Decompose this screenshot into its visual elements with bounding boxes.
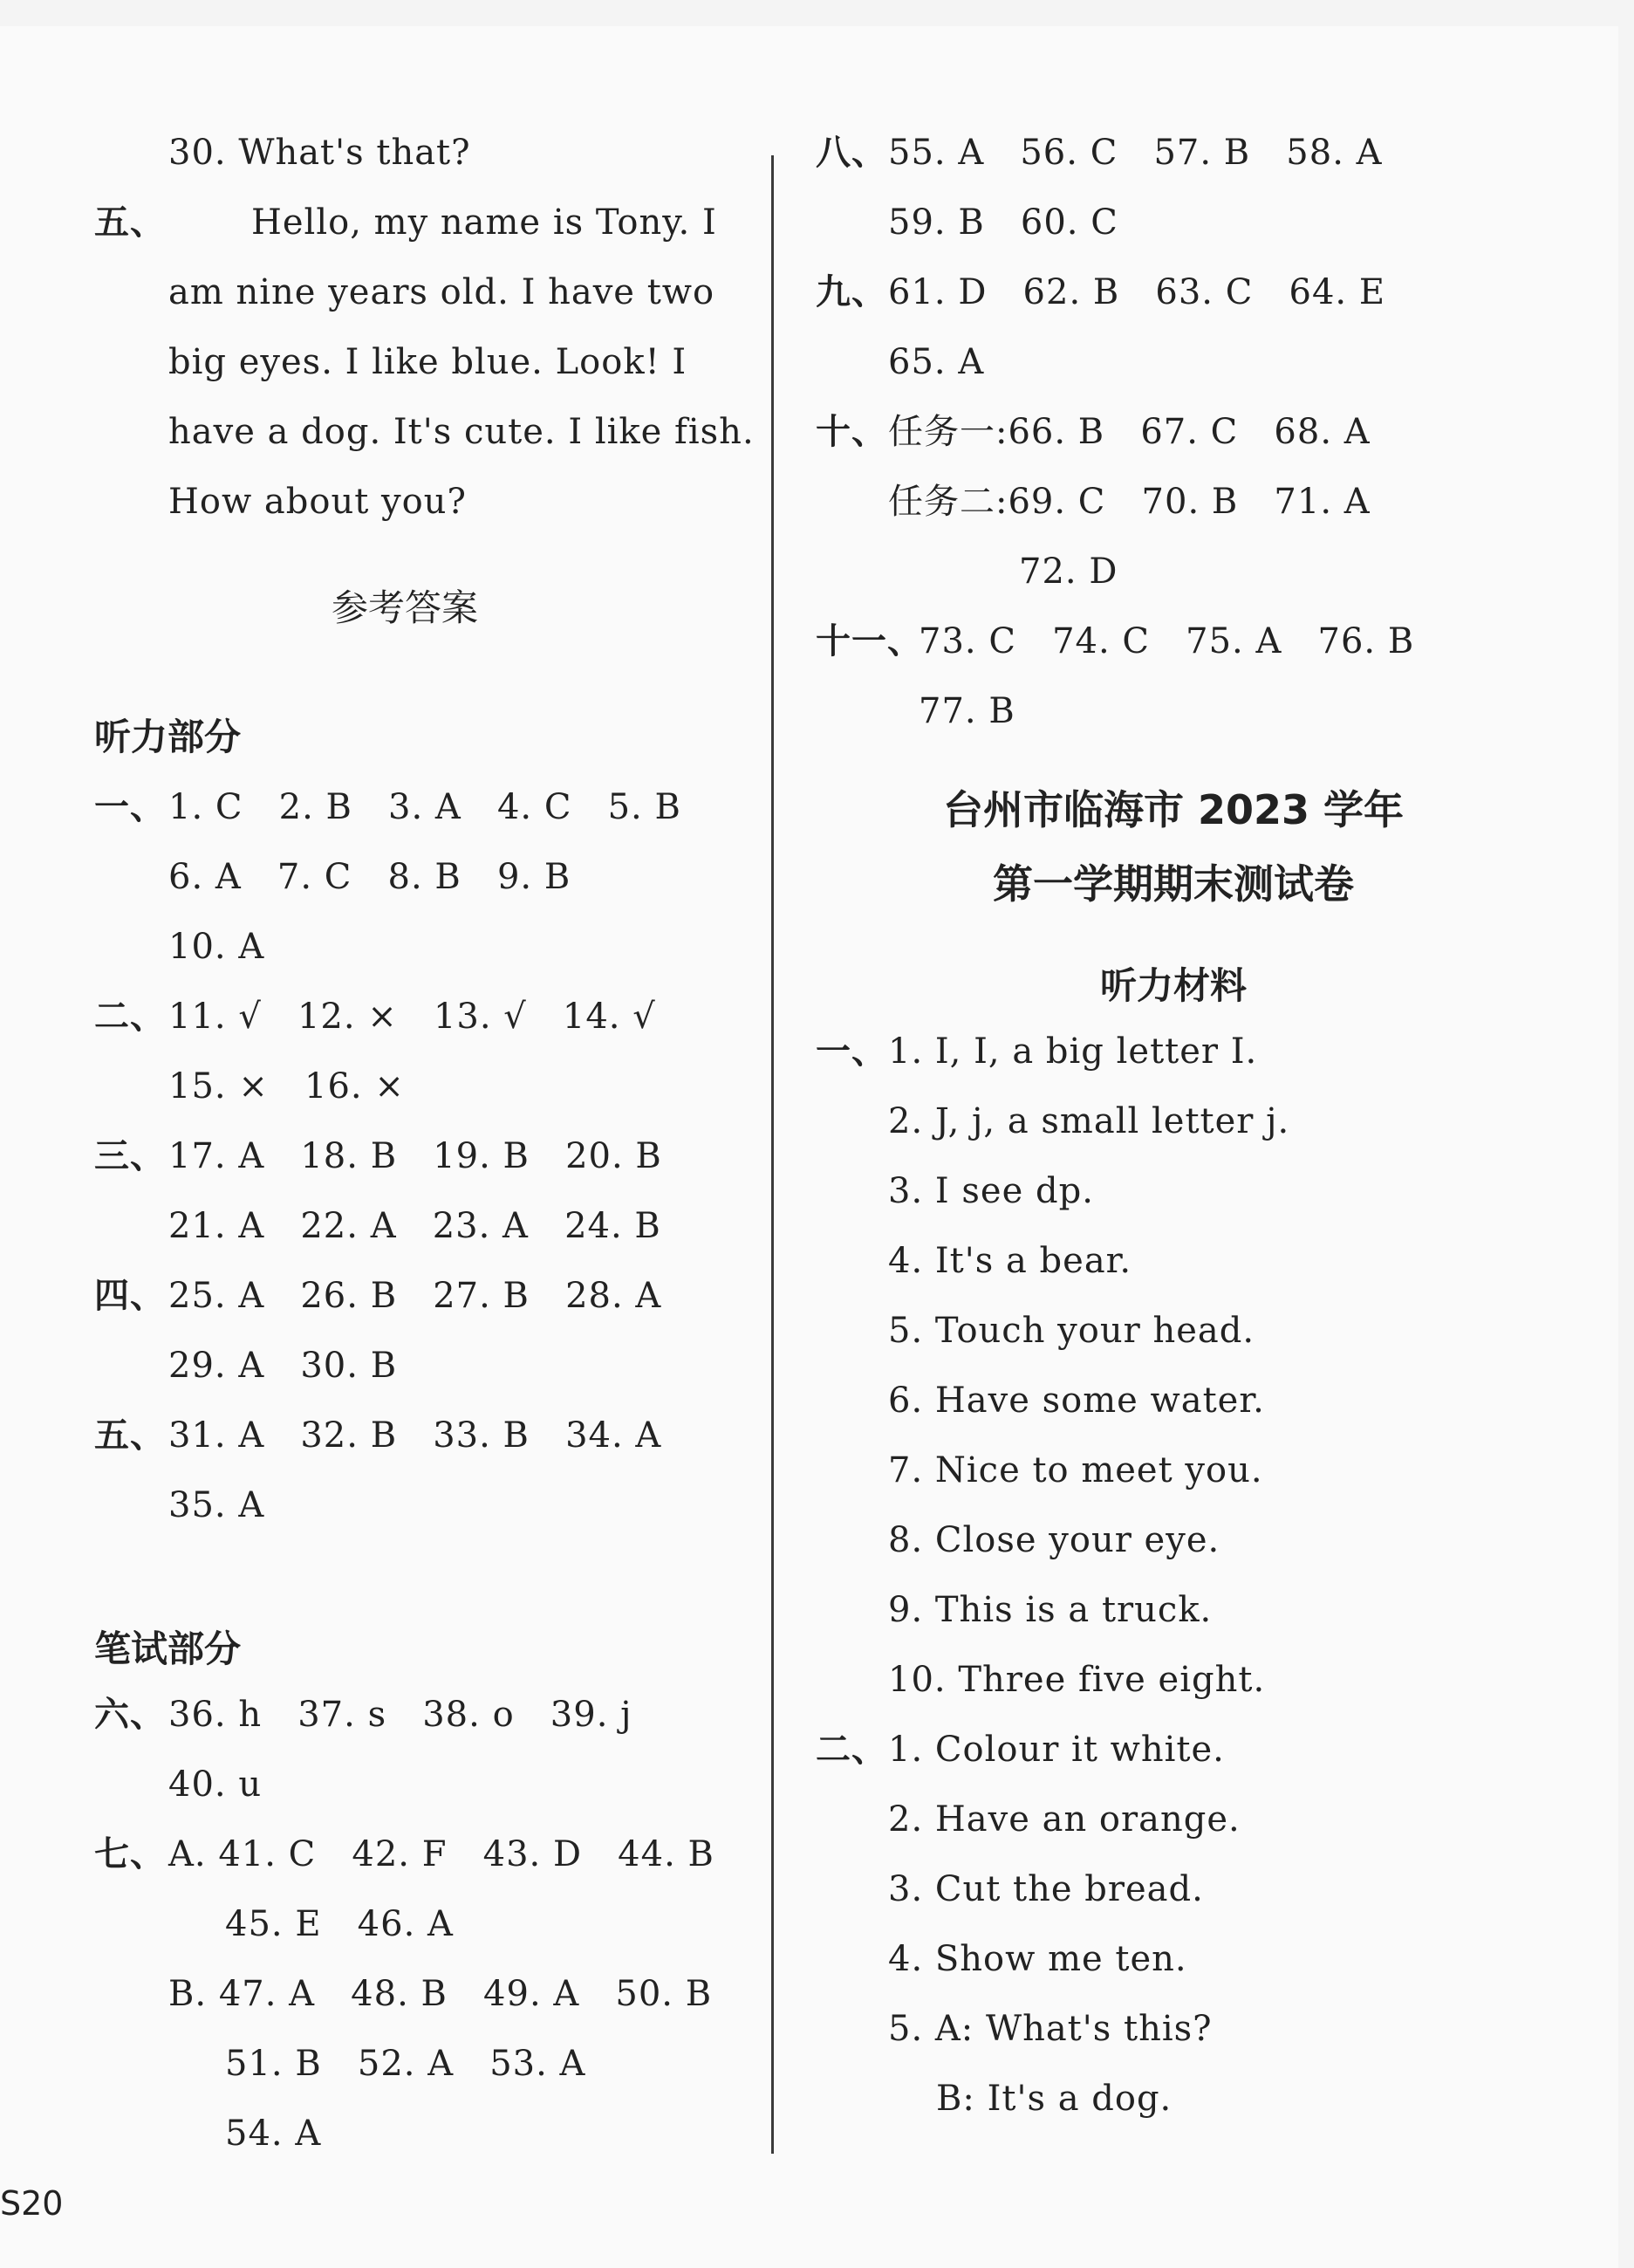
section-marker: 一、	[816, 1031, 887, 1072]
listening-heading: 听力部分	[94, 716, 242, 758]
answer-line: 55. A 56. C 57. B 58. A	[888, 133, 1383, 173]
answer-line: 29. A 30. B	[168, 1346, 398, 1386]
material-line: 1. Colour it white.	[888, 1730, 1225, 1770]
document-page	[0, 26, 1618, 2268]
material-heading: 听力材料	[1099, 964, 1247, 1007]
material-line: 4. Show me ten.	[888, 1939, 1187, 1979]
section-marker: 二、	[94, 996, 166, 1037]
answer-line: 65. A	[888, 342, 985, 382]
material-line: 5. Touch your head.	[888, 1311, 1255, 1351]
answer-line: 15. × 16. ×	[168, 1066, 405, 1107]
material-line: 6. Have some water.	[888, 1381, 1265, 1421]
answer-line: B. 47. A 48. B 49. A 50. B	[168, 1974, 713, 2014]
answer-line: 61. D 62. B 63. C 64. E	[888, 272, 1386, 312]
material-line: 5. A: What's this?	[888, 2009, 1213, 2049]
material-line: 9. This is a truck.	[888, 1590, 1213, 1630]
section-marker: 四、	[94, 1275, 166, 1316]
material-line: 1. I, I, a big letter I.	[888, 1031, 1258, 1072]
section-marker: 六、	[94, 1694, 166, 1735]
answer-line: 11. √ 12. × 13. √ 14. √	[168, 997, 656, 1037]
answer-line: 17. A 18. B 19. B 20. B	[168, 1136, 662, 1176]
intro-line: am nine years old. I have two	[168, 272, 715, 312]
material-line: 10. Three five eight.	[888, 1660, 1266, 1700]
answer-line: 10. A	[168, 927, 265, 967]
material-line: 2. J, j, a small letter j.	[888, 1101, 1290, 1141]
section-marker: 三、	[94, 1135, 166, 1176]
section-marker: 五、	[94, 202, 166, 243]
answer-line: 25. A 26. B 27. B 28. A	[168, 1276, 662, 1316]
intro-line: big eyes. I like blue. Look! I	[168, 342, 687, 382]
answer-line: 36. h 37. s 38. o 39. j	[168, 1695, 632, 1735]
section-marker: 二、	[816, 1729, 887, 1770]
material-line: 7. Nice to meet you.	[888, 1450, 1263, 1490]
material-line: B: It's a dog.	[936, 2079, 1173, 2119]
page-number: S20	[0, 2184, 64, 2223]
exam-title: 台州市临海市 2023 学年	[942, 786, 1405, 833]
material-line: 3. Cut the bread.	[888, 1869, 1204, 1909]
section-marker: 五、	[94, 1415, 166, 1456]
section-marker: 八、	[816, 132, 887, 173]
answer-line: 任务一:66. B 67. C 68. A	[888, 412, 1371, 452]
answer-line: 35. A	[168, 1485, 265, 1525]
material-line: 4. It's a bear.	[888, 1241, 1132, 1281]
intro-line: How about you?	[168, 482, 467, 522]
column-divider	[771, 155, 774, 2154]
answer-line: 1. C 2. B 3. A 4. C 5. B	[168, 787, 681, 827]
material-line: 3. I see dp.	[888, 1171, 1094, 1211]
section-marker: 九、	[816, 271, 887, 312]
section-marker: 十一、	[816, 620, 923, 661]
answer-line: 40. u	[168, 1764, 263, 1805]
answer-title: 参考答案	[332, 586, 479, 629]
answer-line: 任务二:69. C 70. B 71. A	[888, 482, 1371, 522]
intro-line: have a dog. It's cute. I like fish.	[168, 412, 755, 452]
answer-line: 45. E 46. A	[225, 1904, 454, 1944]
answer-line: 54. A	[225, 2114, 322, 2154]
answer-line: 51. B 52. A 53. A	[225, 2044, 586, 2084]
answer-line: 6. A 7. C 8. B 9. B	[168, 857, 571, 897]
answer-line: 73. C 74. C 75. A 76. B	[919, 621, 1415, 661]
answer-line: 59. B 60. C	[888, 202, 1118, 243]
writing-heading: 笔试部分	[94, 1627, 242, 1670]
answer-line: 77. B	[919, 691, 1015, 731]
answer-line: 31. A 32. B 33. B 34. A	[168, 1415, 662, 1456]
material-line: 2. Have an orange.	[888, 1799, 1241, 1840]
exam-subtitle: 第一学期期末测试卷	[993, 860, 1354, 908]
section-marker: 一、	[94, 786, 166, 827]
answer-line: A. 41. C 42. F 43. D 44. B	[168, 1834, 714, 1874]
section-marker: 七、	[94, 1833, 166, 1874]
intro-line: Hello, my name is Tony. I	[251, 202, 717, 243]
section-marker: 十、	[816, 411, 887, 452]
intro-line: 30. What's that?	[168, 133, 471, 173]
answer-line: 21. A 22. A 23. A 24. B	[168, 1206, 661, 1246]
answer-line: 72. D	[1019, 552, 1118, 592]
material-line: 8. Close your eye.	[888, 1520, 1220, 1560]
